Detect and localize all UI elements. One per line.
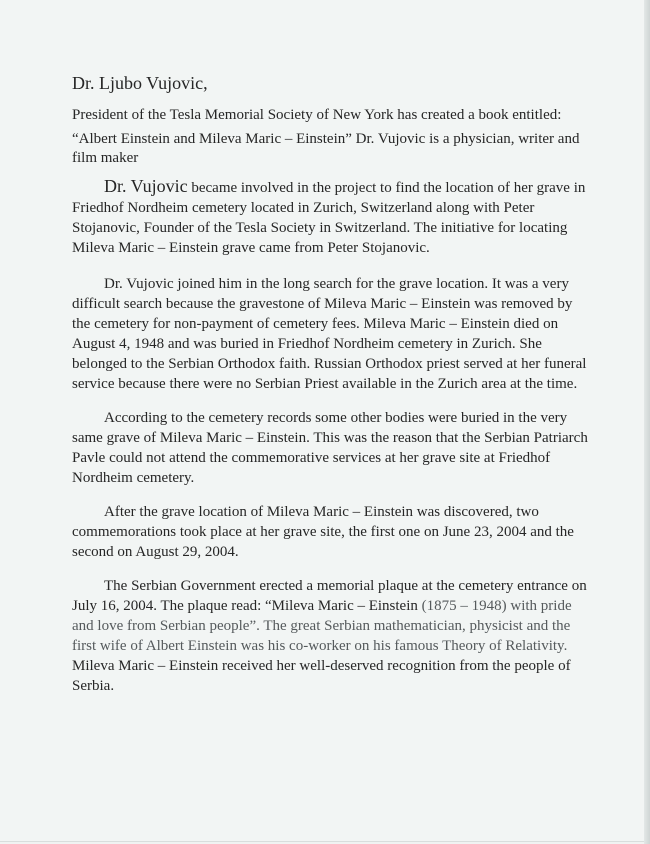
plaque-text-end: Mileva Maric – Einstein received her well-deserved recognition from the people of Serbia. <box>72 657 571 694</box>
paragraph-commemorations: After the grave location of Mileva Maric – Einstein was discovered, two commemorations took place at her grave site, the first one on June 23, 2004 and the second on August 29, 2004. <box>72 503 574 560</box>
paragraph-search: Dr. Vujovic joined him in the long search for the grave location. It was a very difficult search because the gravestone of Mileva Maric – Einstein was removed by the cemetery for non-payment of cemetery fees. Mileva Maric – Einstein died on August 4, 1948 and was buried in Friedhof Nordheim cemetery in Zurich. She belonged to the Serbian Orthodox faith. Russian Orthodox priest served at her funeral service because there were no Serbian Priest available in the Zurich area at the time. <box>72 275 587 392</box>
intro-line: President of the Tesla Memorial Society of New York has created a book entitled: <box>72 107 562 123</box>
book-title-line: “Albert Einstein and Mileva Maric – Einstein” Dr. Vujovic is a physician, writer and film maker <box>72 130 580 166</box>
paragraph-records: According to the cemetery records some other bodies were buried in the very same grave of Mileva Maric – Einstein. This was the reason that the Serbian Patriarch Pavle could not attend the commemorative services at her grave site at Friedhof Nordheim cemetery. <box>72 409 588 486</box>
paragraph-project <box>72 176 592 258</box>
paragraph-lead-name: Dr. Vujovic <box>104 175 188 196</box>
salutation: Dr. Ljubo Vujovic, <box>72 73 208 93</box>
paragraph-project-text: became involved in the project to find the location of her grave in Friedhof Nordheim cemetery located in Zurich, Switzerland along with Peter Stojanovic, Founder of the Tesla Society in Switzerland. The initiative for locating Mileva Maric – Einstein grave came from Peter Stojanovic. <box>72 179 586 256</box>
plaque-text-start: The Serbian Government erected a memorial plaque at the cemetery entrance on July 16, 2004. The plaque read: “Mileva Maric – Einstein <box>72 577 587 614</box>
plaque-text-faded: (1875 – 1948) with pride and love from Serbian people”. The great Serbian mathematician, physicist and the first wife of Albert Einstein was his co-worker on his famous Theory of Relativity. <box>72 597 572 654</box>
letter-body <box>72 72 592 710</box>
page-edge <box>644 0 650 844</box>
paragraph-plaque <box>72 576 592 696</box>
